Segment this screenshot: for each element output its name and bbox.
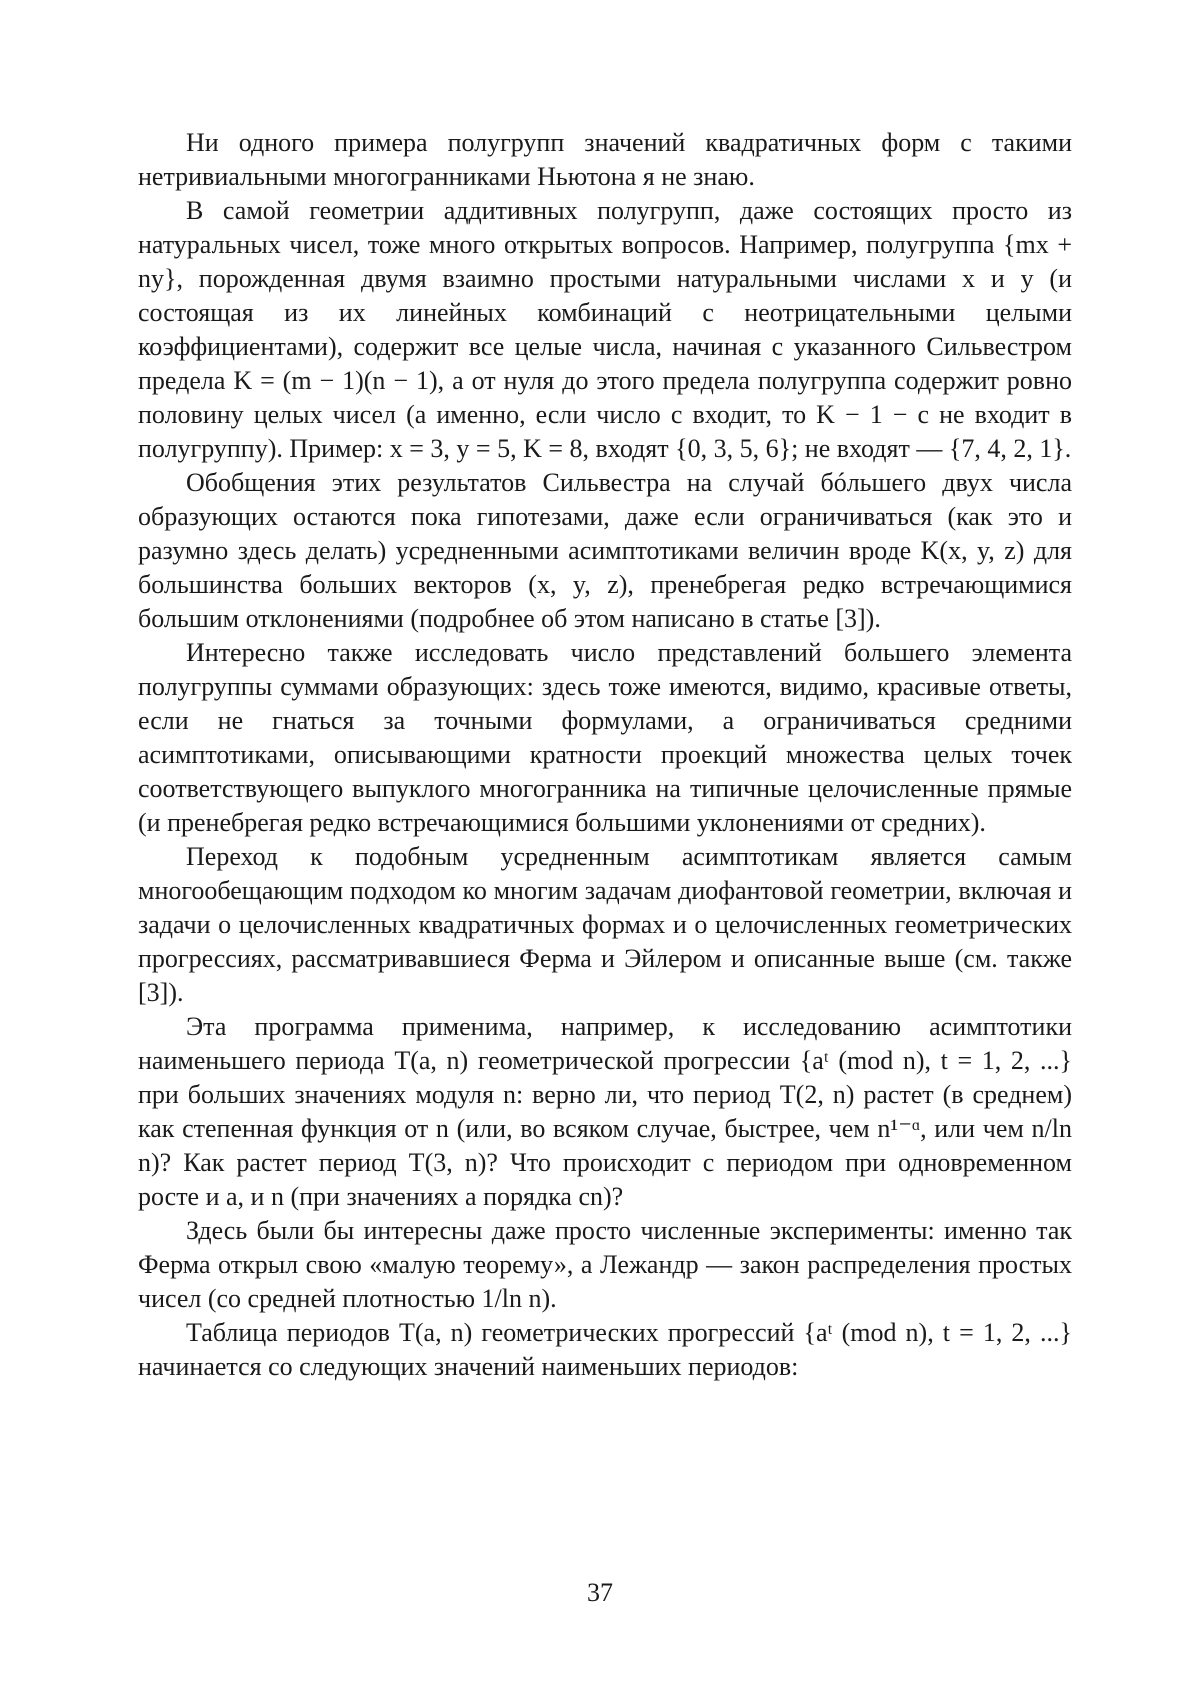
- paragraph-4: Интересно также исследовать число представлений большего элемента полугруппы суммами образующих: здесь тоже имеются, видимо, красивые ответы, если не гнаться за точными формулами, а ограничиваться средними асимптотиками, описывающими кратности проекций множества целых точек соответствующего выпуклого многогранника на типичные целочисленные прямые (и пренебрегая редко встречающимися большими уклонениями от средних).: [138, 638, 1072, 837]
- paragraph-8: Таблица периодов T(a, n) геометрических прогрессий {aᵗ (mod n), t = 1, 2, ...} начинается со следующих значений наименьших периодов:: [138, 1318, 1072, 1381]
- paragraph-2: В самой геометрии аддитивных полугрупп, даже состоящих просто из натуральных чисел, тоже много открытых вопросов. Например, полугруппа {mx + ny}, порожденная двумя взаимно простыми натуральными числами x и y (и состоящая из их линейных комбинаций с неотрицательными целыми коэффициентами), содержит все целые числа, начиная с указанного Сильвестром предела K = (m − 1)(n − 1), а от нуля до этого предела полугруппа содержит ровно половину целых чисел (а именно, если число c входит, то K − 1 − c не входит в полугруппу). Пример: x = 3, y = 5, K = 8, входят {0, 3, 5, 6}; не входят — {7, 4, 2, 1}.: [138, 196, 1072, 463]
- paragraph-7: Здесь были бы интересны даже просто численные эксперименты: именно так Ферма открыл свою «малую теорему», а Лежандр — закон распределения простых чисел (со средней плотностью 1/ln n).: [138, 1216, 1072, 1313]
- page-body: [138, 126, 1072, 1384]
- paragraph-1: Ни одного примера полугрупп значений квадратичных форм с такими нетривиальными многогранниками Ньютона я не знаю.: [138, 128, 1072, 191]
- paragraph-5: Переход к подобным усредненным асимптотикам является самым многообещающим подходом ко многим задачам диофантовой геометрии, включая и задачи о целочисленных квадратичных формах и о целочисленных геометрических прогрессиях, рассматривавшиеся Ферма и Эйлером и описанные выше (см. также [3]).: [138, 842, 1072, 1007]
- page-number: 37: [587, 1578, 613, 1607]
- paragraph-6: Эта программа применима, например, к исследованию асимптотики наименьшего периода T(a, n) геометрической прогрессии {aᵗ (mod n), t = 1, 2, ...} при больших значениях модуля n: верно ли, что период T(2, n) растет (в среднем) как степенная функция от n (или, во всяком случае, быстрее, чем n¹⁻ᵅ, или чем n/ln n)? Как растет период T(3, n)? Что происходит с периодом при одновременном росте и a, и n (при значениях a порядка cn)?: [138, 1012, 1072, 1211]
- paragraph-3: Обобщения этих результатов Сильвестра на случай бóльшего двух числа образующих остаются пока гипотезами, даже если ограничиваться (как это и разумно здесь делать) усредненными асимптотиками величин вроде K(x, y, z) для большинства больших векторов (x, y, z), пренебрегая редко встречающимися большим отклонениями (подробнее об этом написано в статье [3]).: [138, 468, 1072, 633]
